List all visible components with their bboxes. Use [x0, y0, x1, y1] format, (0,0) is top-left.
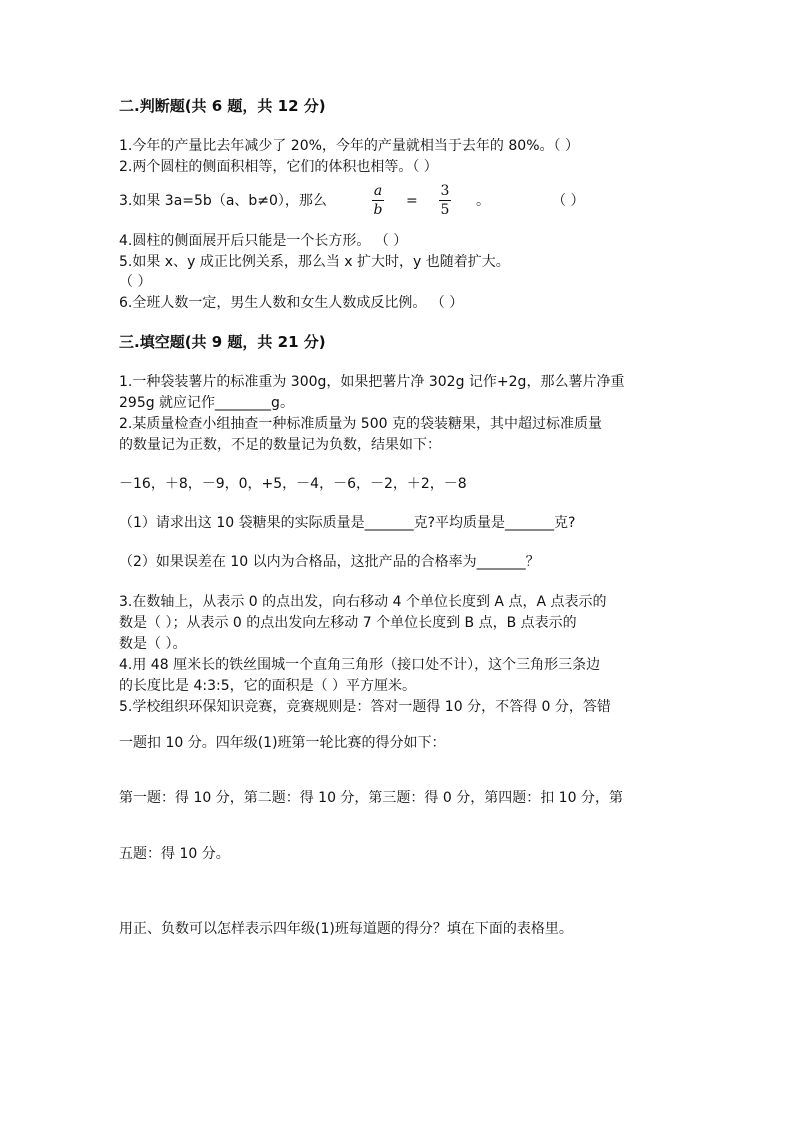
answer-parentheses: （ ） — [552, 193, 585, 209]
fill-question-3-line-1: 3.在数轴上，从表示 0 的点出发，向右移动 4 个单位长度到 A 点，A 点表示的 — [119, 594, 607, 610]
section-heading-judgment: 二.判断题(共 6 题，共 12 分) — [119, 97, 326, 115]
fill-question-2-sub-1: （1）请求出这 10 袋糖果的实际质量是_______克?平均质量是_______克? — [119, 515, 576, 531]
fill-question-5-line-5: 用正、负数可以怎样表示四年级(1)班每道题的得分？填在下面的表格里。 — [119, 921, 573, 937]
fraction-denominator: 5 — [440, 202, 450, 218]
judgment-question-3-text: 3.如果 3a=5b（a、b≠0），那么 — [119, 193, 327, 209]
fill-question-3-line-3: 数是（ ）。 — [119, 636, 187, 652]
fill-question-2-line-2: 的数量记为正数，不足的数量记为负数，结果如下： — [119, 437, 441, 453]
fill-question-1-line-2: 295g 就应记作________g。 — [119, 395, 294, 411]
fraction-numerator: 3 — [440, 183, 450, 199]
fraction-bar — [372, 200, 384, 201]
fill-question-2-data: －16，＋8，－9，0，+5，－4，－6，－2，＋2，－8 — [119, 476, 467, 492]
fill-question-2-sub-2: （2）如果误差在 10 以内为合格品，这批产品的合格率为_______？ — [119, 554, 540, 570]
section-heading-fill-in: 三.填空题(共 9 题，共 21 分) — [119, 333, 326, 351]
fraction-denominator: b — [373, 202, 383, 218]
fraction-numerator: a — [373, 183, 383, 199]
judgment-question-1: 1.今年的产量比去年减少了 20%，今年的产量就相当于去年的 80%。（ ） — [119, 138, 579, 154]
judgment-question-2: 2.两个圆柱的侧面积相等，它们的体积也相等。（ ） — [119, 159, 438, 175]
fill-question-2-line-1: 2.某质量检查小组抽查一种标准质量为 500 克的袋装糖果，其中超过标准质量 — [119, 416, 602, 432]
fraction-bar — [439, 200, 451, 201]
fill-question-3-line-2: 数是（ ）；从表示 0 的点出发向左移动 7 个单位长度到 B 点，B 点表示的 — [119, 615, 577, 631]
period: 。 — [476, 193, 490, 209]
judgment-question-6: 6.全班人数一定，男生人数和女生人数成反比例。 （ ） — [119, 295, 464, 311]
fill-question-5-line-4: 五题：得 10 分。 — [119, 846, 230, 862]
fill-question-5-line-1: 5.学校组织环保知识竞赛，竞赛规则是：答对一题得 10 分，不答得 0 分，答错 — [119, 699, 611, 715]
fraction-3-over-5 — [439, 184, 451, 218]
judgment-question-4: 4.圆柱的侧面展开后只能是一个长方形。 （ ） — [119, 233, 408, 249]
fill-question-1-line-1: 1.一种袋装薯片的标准重为 300g，如果把薯片净 302g 记作+2g，那么薯片净重 — [119, 374, 625, 390]
fill-question-4-line-2: 的长度比是 4:3:5，它的面积是（ ）平方厘米。 — [119, 678, 417, 694]
fill-question-5-line-2: 一题扣 10 分。四年级(1)班第一轮比赛的得分如下： — [119, 735, 446, 751]
fill-question-5-line-3: 第一题：得 10 分，第二题：得 10 分，第三题：得 0 分，第四题：扣 10 分，第 — [119, 790, 623, 806]
judgment-question-5-parentheses: （ ） — [119, 274, 152, 290]
fill-question-4-line-1: 4.用 48 厘米长的铁丝围城一个直角三角形（接口处不计），这个三角形三条边 — [119, 657, 601, 673]
fraction-a-over-b — [372, 184, 384, 218]
judgment-question-5: 5.如果 x、y 成正比例关系，那么当 x 扩大时，y 也随着扩大。 — [119, 254, 510, 270]
equals-sign: = — [406, 193, 418, 209]
